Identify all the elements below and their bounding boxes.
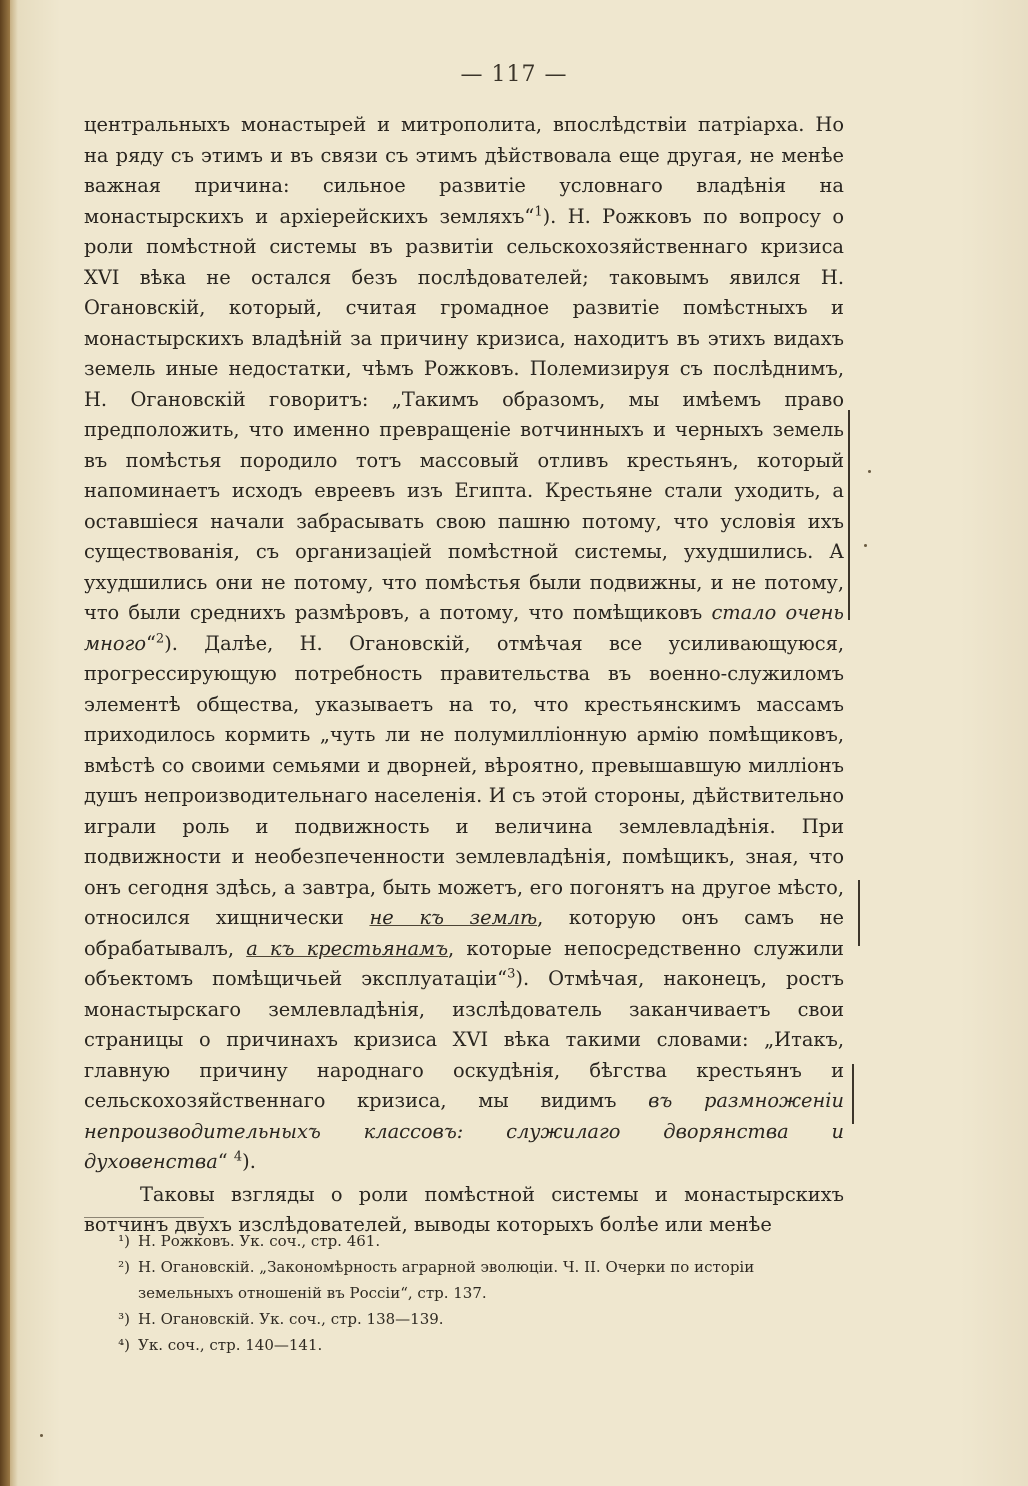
footnote-text: Ук. соч., стр. 140—141. bbox=[138, 1336, 323, 1354]
margin-mark-3 bbox=[846, 1064, 854, 1124]
text-run: центральныхъ монастырей и митрополита, впослѣдствіи патріарха. Но на ряду съ этимъ и въ связи съ этимъ дѣйствовала еще другая, не менѣе важная причина: сильное развитіе условнаго владѣнія на монастырскихъ и архіерейскихъ земляхъ“ bbox=[84, 113, 844, 228]
text-run: ). Отмѣчая, наконецъ, ростъ монастырскаго землевладѣнія, изслѣдователь заканчиваетъ свои страницы о причинахъ кризиса XVI вѣка такими словами: „Итакъ, главную причину народнаго оскудѣнія, бѣгства крестьянъ и сельскохозяйственнаго кризиса, мы видимъ bbox=[84, 967, 844, 1112]
footnote-number: ⁴) bbox=[118, 1336, 130, 1354]
text-run: ). Н. Рожковъ по вопросу о роли помѣстной системы въ развитіи сельскохозяйственнаго кризиса XVI вѣка не остался безъ послѣдователей; таковымъ явился Н. Огановскій, который, считая громадное развитіе помѣстныхъ и монастырскихъ владѣній за причину кризиса, находитъ въ этихъ видахъ земель иные недостатки, чѣмъ Рожковъ. Полемизируя съ послѣднимъ, Н. Огановскій говоритъ: „Такимъ образомъ, мы имѣемъ право предположить, что именно превращеніе вотчинныхъ и черныхъ земель въ помѣстья породило тотъ массовый отливъ крестьянъ, который напоминаетъ исходъ евреевъ изъ Египта. Крестьяне стали уходить, а оставшіеся начали забрасывать свою пашню потому, что условія ихъ существованія, съ организаціей помѣстной системы, ухудшились. А ухудшились они не потому, что помѣстья были подвижны, и не потому, что были среднихъ размѣровъ, а потому, что помѣщиковъ bbox=[84, 204, 844, 624]
footnote-number: ¹) bbox=[118, 1232, 130, 1250]
footnote bbox=[84, 1332, 844, 1358]
footnote bbox=[84, 1228, 844, 1254]
footnote-text: Н. Огановскій. „Закономѣрность аграрной эволюціи. Ч. II. Очерки по исторіи земельныхъ отношеній въ Россіи“, стр. 137. bbox=[138, 1258, 755, 1302]
emphasis-text: въ размноженіи непроизводительныхъ классовъ: служилаго дворянства и духовенства bbox=[84, 1089, 844, 1173]
main-text bbox=[84, 110, 844, 1241]
emphasis-text: а къ крестьянамъ bbox=[246, 936, 449, 960]
footnote-number: ²) bbox=[118, 1258, 130, 1276]
footnote-ref: 3 bbox=[507, 966, 516, 982]
page-number: — 117 — bbox=[460, 62, 568, 87]
paragraph bbox=[84, 110, 844, 1178]
footnotes bbox=[84, 1228, 844, 1358]
emphasis-text: стало очень много bbox=[84, 601, 844, 655]
margin-speck bbox=[868, 470, 871, 473]
footnote-separator bbox=[84, 1217, 204, 1218]
margin-speck bbox=[40, 1434, 43, 1437]
text-run: ). Далѣе, Н. Огановскій, отмѣчая все усиливающуюся, прогрессирующую потребность правительства въ военно-служиломъ элементѣ общества, указываетъ на то, что крестьянскимъ массамъ приходилось кормить „чуть ли не полумилліонную армію помѣщиковъ, вмѣстѣ со своими семьями и дворней, вѣроятно, превышавшую милліонъ душъ непроизводительнаго населенія. И съ этой стороны, дѣйствительно играли роль и подвижность и величина землевладѣнія. При подвижности и необезпеченности землевладѣнія, помѣщикъ, зная, что онъ сегодня здѣсь, а завтра, быть можетъ, его погонятъ на другое мѣсто, относился хищнически bbox=[84, 631, 844, 929]
text-run: ). bbox=[242, 1150, 256, 1173]
margin-mark-2 bbox=[852, 880, 860, 946]
footnote bbox=[84, 1254, 844, 1306]
text-run: Таковы взгляды о роли помѣстной системы и монастырскихъ вотчинъ двухъ изслѣдователей, выводы которыхъ болѣе или менѣе bbox=[84, 1182, 844, 1236]
margin-mark-1 bbox=[842, 410, 850, 620]
footnote-number: ³) bbox=[118, 1310, 130, 1328]
footnote-ref: 2 bbox=[155, 631, 165, 647]
emphasis-text: не къ землѣ bbox=[369, 906, 538, 929]
text-run: “ bbox=[146, 631, 156, 655]
footnote-ref: 4 bbox=[233, 1149, 243, 1165]
text-run: , которую онъ самъ не обрабатывалъ, bbox=[84, 906, 844, 960]
text-run: , которые непосредственно служили объектомъ помѣщичьей эксплуатаціи“ bbox=[84, 936, 844, 990]
margin-speck bbox=[864, 544, 867, 547]
text-run: “ bbox=[217, 1150, 234, 1173]
footnote-ref: 1 bbox=[534, 204, 543, 220]
footnote-text: Н. Рожковъ. Ук. соч., стр. 461. bbox=[138, 1232, 381, 1250]
book-spine-edge bbox=[0, 0, 10, 1486]
footnote-text: Н. Огановскій. Ук. соч., стр. 138—139. bbox=[138, 1310, 444, 1328]
footnote bbox=[84, 1306, 844, 1332]
